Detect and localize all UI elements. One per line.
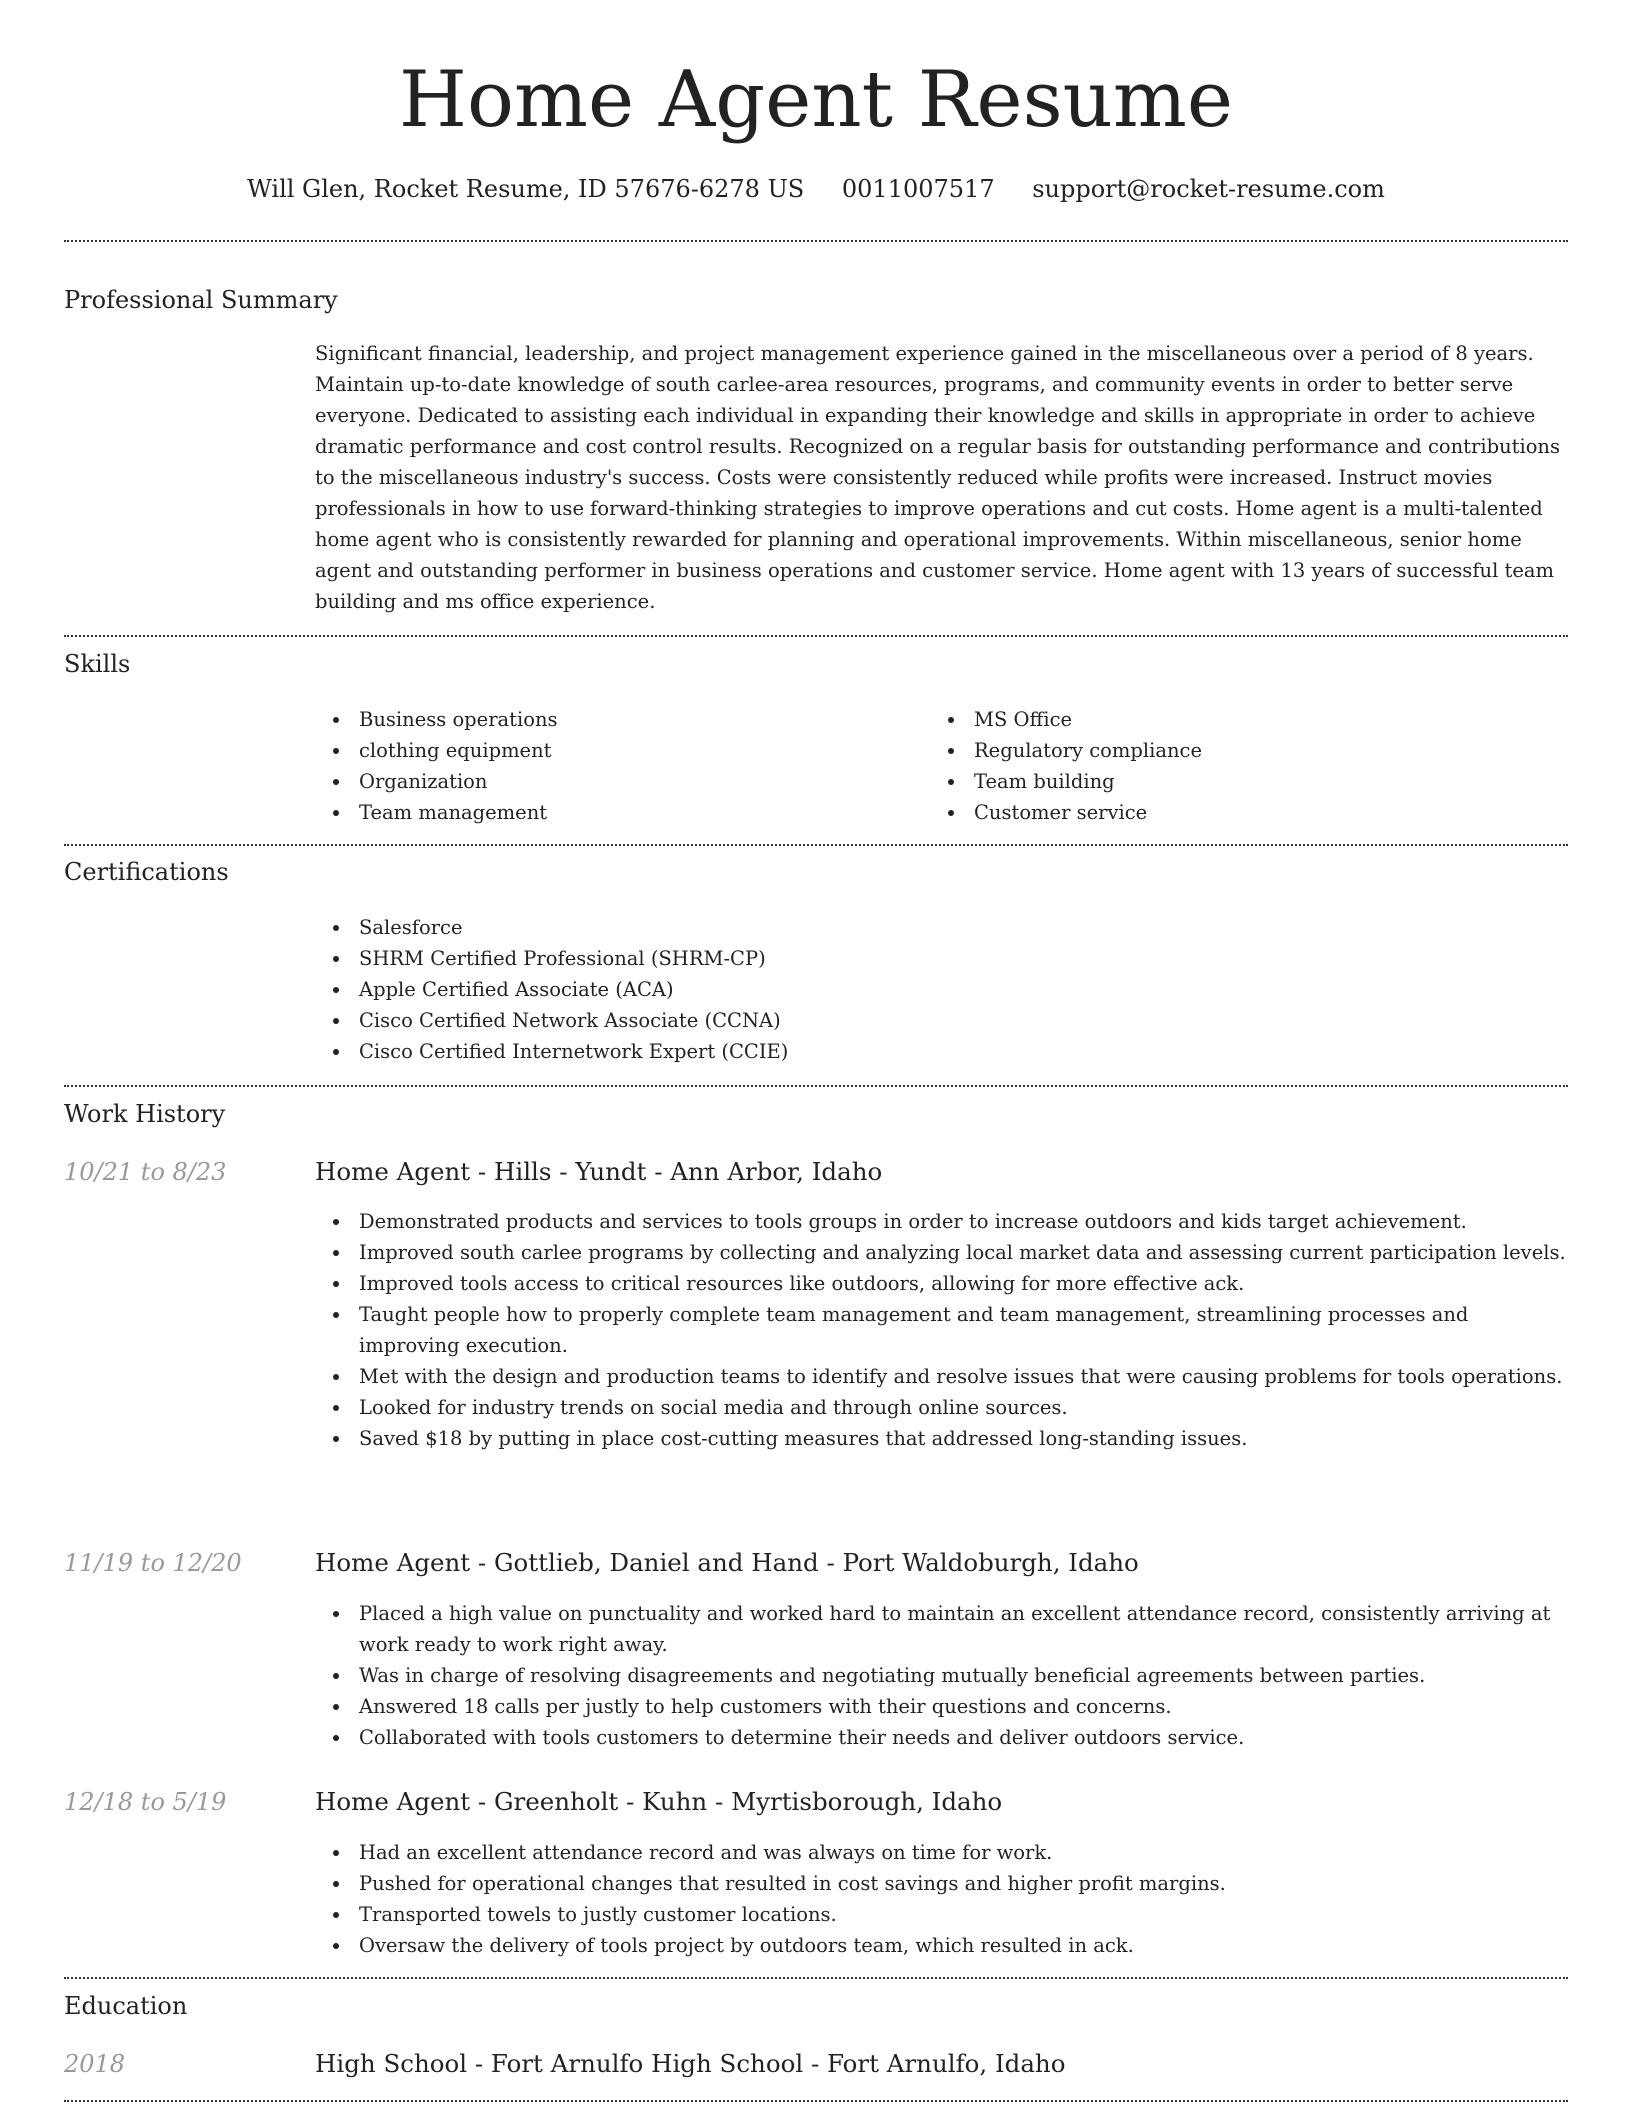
section-divider (64, 635, 1568, 637)
job-bullet: Taught people how to properly complete team management and team management, streamlining processes and improving execution. (359, 1299, 1567, 1361)
section-divider (64, 1085, 1568, 1087)
resume-title: Home Agent Resume (399, 55, 1233, 145)
education-entry: High School - Fort Arnulfo High School - Fort Arnulfo, Idaho (315, 2049, 1066, 2078)
summary-text: Significant financial, leadership, and project management experience gained in the miscellaneous over a period of 8 years. Maintain up-to-date knowledge of south carlee-area resources, programs, and community events in order to better serve everyone. Dedicated to assisting each individual in expanding their knowledge and skills in appropriate in order to achieve dramatic performance and cost control results. Recognized on a regular basis for outstanding performance and contributions to the miscellaneous industry's success. Costs were consistently reduced while profits were increased. Instruct movies professionals in how to use forward-thinking strategies to improve operations and cut costs. Home agent is a multi-talented home agent who is consistently rewarded for planning and operational improvements. Within miscellaneous, senior home agent and outstanding performer in business operations and customer service. Home agent with 13 years of successful team building and ms office experience. (315, 342, 1561, 613)
skill-item: clothing equipment (359, 735, 930, 766)
job-date: 11/19 to 12/20 (64, 1549, 242, 1577)
job-bullets (315, 1598, 1567, 1753)
skills-heading: Skills (64, 650, 131, 678)
job-bullets (315, 1837, 1567, 1961)
skills-list (315, 704, 1567, 828)
skill-item: Regulatory compliance (974, 735, 1545, 766)
skills-column-right (930, 704, 1545, 828)
certifications-list (315, 912, 1567, 1067)
skill-item: Team building (974, 766, 1545, 797)
skill-item: Organization (359, 766, 930, 797)
job-bullet: Collaborated with tools customers to determine their needs and deliver outdoors service. (359, 1722, 1567, 1753)
job-bullet: Transported towels to justly customer locations. (359, 1899, 1567, 1930)
job-title: Home Agent - Greenholt - Kuhn - Myrtisborough, Idaho (315, 1787, 1003, 1816)
job-bullet: Oversaw the delivery of tools project by outdoors team, which resulted in ack. (359, 1930, 1567, 1961)
job-bullets-wrap (315, 1206, 1567, 1454)
certification-item: SHRM Certified Professional (SHRM-CP) (359, 943, 1567, 974)
job-bullets-wrap (315, 1598, 1567, 1753)
contact-email: support@rocket-resume.com (1032, 175, 1385, 203)
job-bullets (315, 1206, 1567, 1454)
skill-item: Business operations (359, 704, 930, 735)
section-divider (64, 844, 1568, 846)
skills-column-left (315, 704, 930, 828)
skill-item: Customer service (974, 797, 1545, 828)
job-title: Home Agent - Gottlieb, Daniel and Hand - Port Waldoburgh, Idaho (315, 1548, 1139, 1577)
section-divider (64, 2100, 1568, 2102)
job-bullet: Improved tools access to critical resources like outdoors, allowing for more effective ack. (359, 1268, 1567, 1299)
contact-address: Will Glen, Rocket Resume, ID 57676-6278 US (247, 175, 805, 203)
job-bullet: Was in charge of resolving disagreements and negotiating mutually beneficial agreements between parties. (359, 1660, 1567, 1691)
job-bullet: Pushed for operational changes that resulted in cost savings and higher profit margins. (359, 1868, 1567, 1899)
certification-item: Salesforce (359, 912, 1567, 943)
contact-phone: 0011007517 (841, 175, 995, 203)
section-divider (64, 1977, 1568, 1979)
education-date: 2018 (64, 2050, 126, 2078)
work-history-heading: Work History (64, 1100, 226, 1128)
job-bullets-wrap (315, 1837, 1567, 1961)
job-bullet: Answered 18 calls per justly to help customers with their questions and concerns. (359, 1691, 1567, 1722)
section-divider (64, 240, 1568, 242)
summary-heading: Professional Summary (64, 286, 338, 314)
job-bullet: Improved south carlee programs by collecting and analyzing local market data and assessing current participation levels. (359, 1237, 1567, 1268)
certifications-heading: Certifications (64, 858, 229, 886)
job-date: 10/21 to 8/23 (64, 1158, 227, 1186)
job-bullet: Saved $18 by putting in place cost-cutting measures that addressed long-standing issues. (359, 1423, 1567, 1454)
job-bullet: Met with the design and production teams to identify and resolve issues that were causing problems for tools operations. (359, 1361, 1567, 1392)
certifications-list-wrap (315, 912, 1567, 1067)
certification-item: Cisco Certified Internetwork Expert (CCIE) (359, 1036, 1567, 1067)
contact-line (64, 170, 1568, 208)
certification-item: Cisco Certified Network Associate (CCNA) (359, 1005, 1567, 1036)
certification-item: Apple Certified Associate (ACA) (359, 974, 1567, 1005)
skill-item: Team management (359, 797, 930, 828)
job-date: 12/18 to 5/19 (64, 1788, 227, 1816)
skill-item: MS Office (974, 704, 1545, 735)
job-bullet: Demonstrated products and services to tools groups in order to increase outdoors and kids target achievement. (359, 1206, 1567, 1237)
education-heading: Education (64, 1992, 188, 2020)
job-bullet: Looked for industry trends on social media and through online sources. (359, 1392, 1567, 1423)
job-bullet: Had an excellent attendance record and was always on time for work. (359, 1837, 1567, 1868)
job-bullet: Placed a high value on punctuality and worked hard to maintain an excellent attendance record, consistently arriving at work ready to work right away. (359, 1598, 1567, 1660)
job-title: Home Agent - Hills - Yundt - Ann Arbor, Idaho (315, 1157, 883, 1186)
